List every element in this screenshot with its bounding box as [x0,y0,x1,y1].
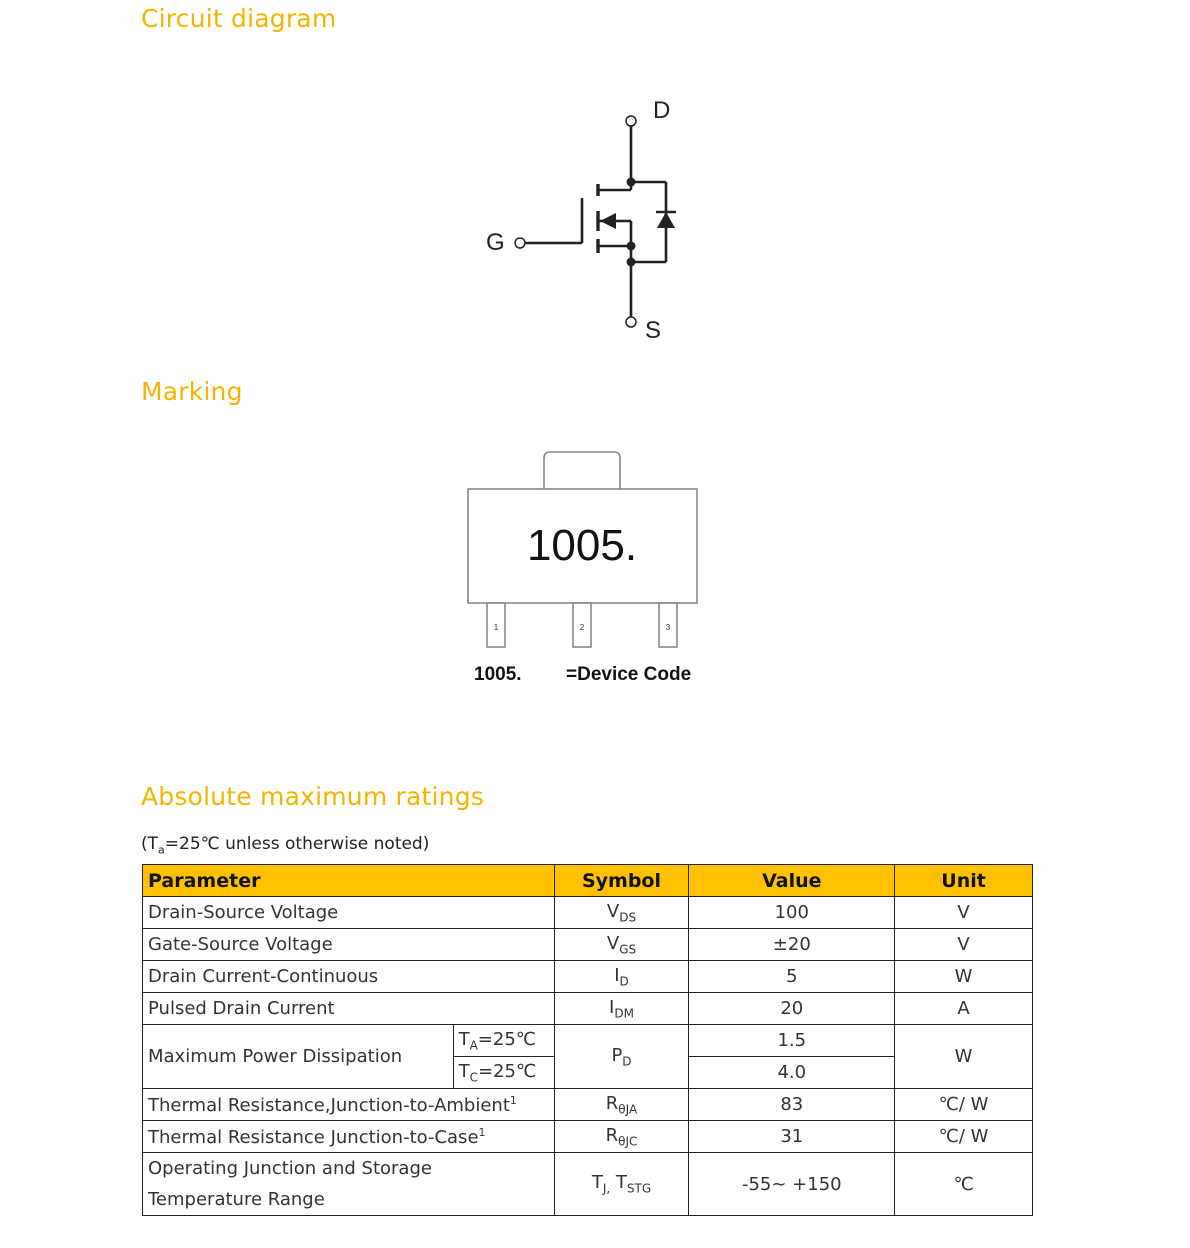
source-label: S [645,317,662,344]
row-parameter: Gate-Source Voltage [143,929,555,961]
table-row [143,1153,1033,1216]
row-value: 20 [689,993,895,1025]
header-value: Value [689,865,895,897]
section-title-ratings: Absolute maximum ratings [141,782,485,811]
row-unit: V [895,929,1033,961]
row-unit: W [895,961,1033,993]
row-value: 83 [689,1089,895,1121]
row-value: 1.5 [689,1025,895,1057]
table-row [143,961,1033,993]
row-symbol: $R_{\theta JA}$ [554,1089,689,1121]
row-unit: ℃/ W [895,1121,1033,1153]
row-value: -55~ +150 [689,1153,895,1216]
row-symbol: $R_{\theta JC}$ [554,1121,689,1153]
header-parameter: Parameter [143,865,555,897]
row-unit: ℃/ W [895,1089,1033,1121]
row-condition: $T_A=25℃$ [453,1025,554,1057]
row-parameter: Operating Junction and Storage Temperature Range [143,1153,555,1216]
drain-label: D [653,97,671,124]
row-unit: W [895,1025,1033,1089]
row-symbol: $T_{J,}$ $T_{STG}$ [554,1153,689,1216]
row-value: 5 [689,961,895,993]
drain-junction-dot [627,178,636,187]
row-parameter: Thermal Resistance Junction-to-Case$^1$ [143,1121,555,1153]
header-symbol: Symbol [554,865,689,897]
table-row [143,1089,1033,1121]
row-parameter: Pulsed Drain Current [143,993,555,1025]
package-code-text: 1005. [526,521,638,570]
row-value: 31 [689,1121,895,1153]
pin-1-label: 1 [493,623,499,632]
row-unit: ℃ [895,1153,1033,1216]
ratings-table [142,864,1033,1216]
mosfet-circuit-diagram [470,88,700,348]
table-row-power [143,1025,1033,1057]
source-junction-dot [627,258,636,267]
marking-legend-description: =Device Code [566,664,692,685]
section-title-marking: Marking [141,377,243,406]
row-condition: $T_C=25℃$ [453,1057,554,1089]
section-title-circuit: Circuit diagram [141,4,337,33]
gate-terminal [515,238,525,248]
table-row [143,993,1033,1025]
pin-3-label: 3 [665,623,671,632]
row-symbol: $V_{GS}$ [554,929,689,961]
row-symbol: $I_{DM}$ [554,993,689,1025]
source-terminal [626,317,636,327]
table-header-row [143,865,1033,897]
row-symbol: $V_{DS}$ [554,897,689,929]
table-row [143,1121,1033,1153]
gate-label: G [486,229,505,256]
header-unit: Unit [895,865,1033,897]
row-parameter: Drain-Source Voltage [143,897,555,929]
row-symbol: $I_D$ [554,961,689,993]
pin-2-label: 2 [579,623,585,632]
row-symbol: $P_D$ [554,1025,689,1089]
package-marking-diagram [460,448,710,653]
row-parameter: Thermal Resistance,Junction-to-Ambient$^1$ [143,1089,555,1121]
row-value: 4.0 [689,1057,895,1089]
source-junction-dot-upper [627,242,636,251]
row-parameter: Drain Current-Continuous [143,961,555,993]
marking-legend-code: 1005. [474,664,522,685]
row-value: ±20 [689,929,895,961]
row-unit: A [895,993,1033,1025]
ratings-condition-note: ($T_a=25℃$ unless otherwise noted) [141,834,430,857]
table-row [143,929,1033,961]
drain-terminal [626,116,636,126]
row-parameter: Maximum Power Dissipation [143,1025,454,1089]
row-value: 100 [689,897,895,929]
table-row [143,897,1033,929]
row-unit: V [895,897,1033,929]
